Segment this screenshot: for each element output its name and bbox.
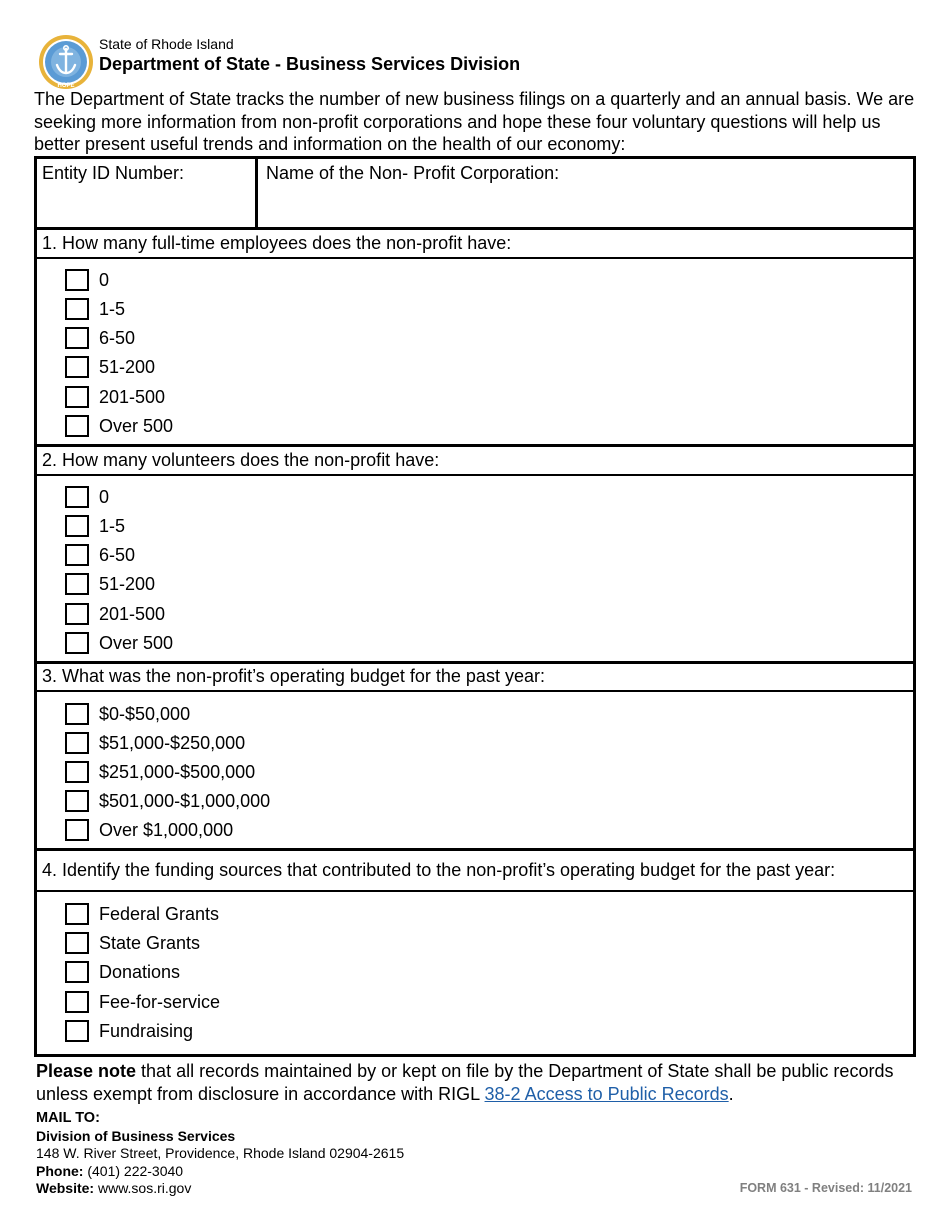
public-records-note — [36, 1060, 916, 1106]
divider — [37, 890, 913, 892]
checkbox[interactable] — [65, 632, 89, 654]
checkbox[interactable] — [65, 903, 89, 925]
option-state-grants[interactable]: State Grants — [65, 931, 200, 955]
option-employees-1-5[interactable]: 1-5 — [65, 297, 125, 321]
phone-number: (401) 222-3040 — [83, 1162, 184, 1179]
division-name: Division of Business Services — [36, 1127, 236, 1144]
state-name: State of Rhode Island — [99, 36, 234, 52]
note-text: that all records maintained by or kept on file by the Department of State shall be public records unless exempt from disclosure in accordance with RIGL — [36, 1061, 894, 1104]
option-employees-6-50[interactable]: 6-50 — [65, 326, 135, 350]
entity-id-label: Entity ID Number: — [42, 163, 185, 183]
form-identifier: FORM 631 - Revised: 11/2021 — [739, 1181, 912, 1195]
mailing-info — [36, 1110, 404, 1198]
checkbox[interactable] — [65, 932, 89, 954]
divider — [37, 661, 913, 664]
option-volunteers-51-200[interactable]: 51-200 — [65, 572, 155, 596]
checkbox[interactable] — [65, 573, 89, 595]
note-end: . — [728, 1084, 734, 1104]
public-records-link[interactable]: 38-2 Access to Public Records — [484, 1084, 729, 1104]
option-federal-grants[interactable]: Federal Grants — [65, 902, 219, 926]
divider — [37, 848, 913, 851]
checkbox[interactable] — [65, 991, 89, 1013]
checkbox[interactable] — [65, 486, 89, 508]
option-employees-201-500[interactable]: 201-500 — [65, 385, 165, 409]
option-volunteers-over-500[interactable]: Over 500 — [65, 631, 173, 655]
checkbox[interactable] — [65, 269, 89, 291]
divider — [37, 257, 913, 259]
option-fundraising[interactable]: Fundraising — [65, 1019, 193, 1043]
question-2: 2. How many volunteers does the non-profit have: — [42, 450, 440, 470]
checkbox[interactable] — [65, 961, 89, 983]
question-4: 4. Identify the funding sources that contributed to the non-profit’s operating budget for the past year: — [42, 860, 836, 880]
checkbox[interactable] — [65, 732, 89, 754]
mailing-address: 148 W. River Street, Providence, Rhode Island 02904-2615 — [36, 1145, 405, 1161]
option-employees-51-200[interactable]: 51-200 — [65, 355, 155, 379]
entity-id-field[interactable] — [37, 187, 255, 227]
question-3: 3. What was the non-profit’s operating budget for the past year: — [42, 666, 545, 686]
option-volunteers-1-5[interactable]: 1-5 — [65, 514, 125, 538]
checkbox[interactable] — [65, 761, 89, 783]
question-1: 1. How many full-time employees does the non-profit have: — [42, 233, 512, 253]
option-donations[interactable]: Donations — [65, 960, 180, 984]
intro-paragraph: The Department of State tracks the number of new business filings on a quarterly and an annual basis. We are seeking more information from non-profit corporations and hope these four voluntary questions will help us better present useful trends and information on the health of our economy: — [34, 89, 915, 154]
checkbox[interactable] — [65, 544, 89, 566]
option-budget-251k-500k[interactable]: $251,000-$500,000 — [65, 760, 255, 784]
option-employees-0[interactable]: 0 — [65, 268, 109, 292]
corporation-name-field[interactable] — [258, 187, 913, 227]
checkbox[interactable] — [65, 415, 89, 437]
option-budget-0-50k[interactable]: $0-$50,000 — [65, 702, 190, 726]
survey-form — [34, 156, 916, 1057]
option-budget-51k-250k[interactable]: $51,000-$250,000 — [65, 731, 245, 755]
option-volunteers-201-500[interactable]: 201-500 — [65, 602, 165, 626]
checkbox[interactable] — [65, 356, 89, 378]
checkbox[interactable] — [65, 703, 89, 725]
divider — [37, 444, 913, 447]
checkbox[interactable] — [65, 790, 89, 812]
note-bold: Please note — [36, 1061, 137, 1081]
option-budget-501k-1m[interactable]: $501,000-$1,000,000 — [65, 789, 270, 813]
checkbox[interactable] — [65, 603, 89, 625]
option-fee-for-service[interactable]: Fee-for-service — [65, 990, 220, 1014]
option-budget-over-1m[interactable]: Over $1,000,000 — [65, 818, 233, 842]
checkbox[interactable] — [65, 327, 89, 349]
state-seal-icon — [38, 34, 94, 90]
checkbox[interactable] — [65, 819, 89, 841]
page-header — [36, 32, 916, 90]
checkbox[interactable] — [65, 386, 89, 408]
corporation-name-label: Name of the Non- Profit Corporation: — [266, 163, 560, 183]
svg-text:HOPE: HOPE — [57, 83, 75, 89]
checkbox[interactable] — [65, 298, 89, 320]
option-volunteers-6-50[interactable]: 6-50 — [65, 543, 135, 567]
mail-to-label: MAIL TO: — [36, 1110, 100, 1126]
checkbox[interactable] — [65, 515, 89, 537]
checkbox[interactable] — [65, 1020, 89, 1042]
divider — [37, 690, 913, 692]
phone-line: Phone: (401) 222-3040 — [36, 1162, 184, 1179]
website-line: Website: www.sos.ri.gov — [36, 1180, 192, 1196]
divider — [37, 474, 913, 476]
website-url: www.sos.ri.gov — [94, 1180, 192, 1196]
option-employees-over-500[interactable]: Over 500 — [65, 414, 173, 438]
option-volunteers-0[interactable]: 0 — [65, 485, 109, 509]
divider — [37, 227, 913, 230]
department-name: Department of State - Business Services Division — [99, 54, 521, 74]
